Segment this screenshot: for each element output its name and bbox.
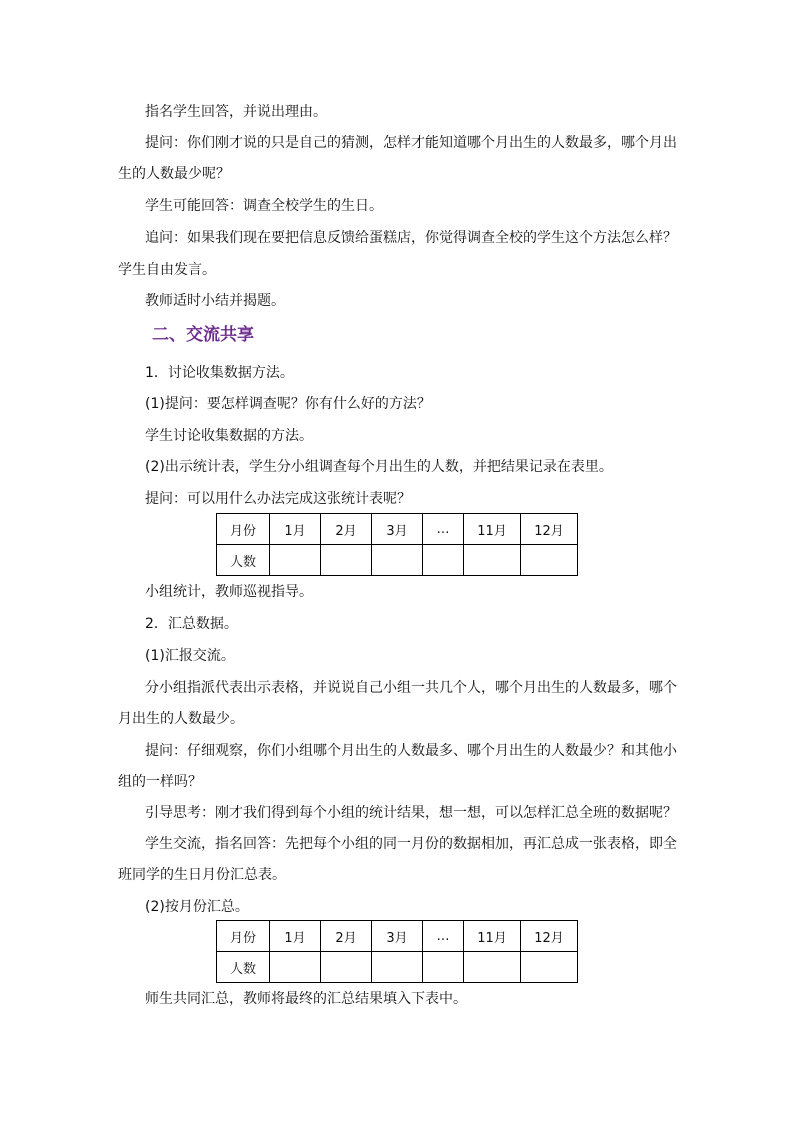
table-header-cell: 11月	[464, 921, 521, 952]
table-cell	[464, 545, 521, 576]
table-row-label: 人数	[217, 952, 270, 983]
table-cell	[521, 545, 578, 576]
step-title: 2．汇总数据。	[145, 616, 238, 632]
paragraph: 小组统计，教师巡视指导。	[145, 584, 313, 600]
paragraph: 教师适时小结并揭题。	[145, 293, 285, 309]
section-heading: 二、交流共享	[152, 325, 254, 345]
table-header-cell: 1月	[270, 921, 321, 952]
paragraph: (1)汇报交流。	[145, 648, 235, 664]
statistics-table	[216, 513, 578, 576]
table-cell	[423, 952, 464, 983]
table-header-cell: 3月	[372, 514, 423, 545]
table-header-cell: 月份	[217, 514, 270, 545]
table-cell	[521, 952, 578, 983]
paragraph: 班同学的生日月份汇总表。	[118, 867, 286, 883]
paragraph: 月出生的人数最少。	[118, 711, 244, 727]
paragraph: 学生交流，指名回答：先把每个小组的同一月份的数据相加，再汇总成一张表格，即全	[145, 836, 677, 852]
paragraph: 提问：仔细观察，你们小组哪个月出生的人数最多、哪个月出生的人数最少？和其他小	[145, 743, 677, 759]
table-header-cell: …	[423, 921, 464, 952]
paragraph: 学生可能回答：调查全校学生的生日。	[145, 198, 383, 214]
table-row	[217, 921, 578, 952]
paragraph: (2)出示统计表，学生分小组调查每个月出生的人数，并把结果记录在表里。	[145, 459, 613, 475]
table-header-cell: 月份	[217, 921, 270, 952]
paragraph: (2)按月份汇总。	[145, 899, 249, 915]
table-cell	[321, 952, 372, 983]
summary-table	[216, 920, 578, 983]
paragraph: 分小组指派代表出示表格，并说说自己小组一共几个人，哪个月出生的人数最多，哪个	[145, 680, 677, 696]
paragraph: (1)提问：要怎样调查呢？你有什么好的方法？	[145, 396, 431, 412]
paragraph: 学生自由发言。	[118, 262, 216, 278]
table-cell	[423, 545, 464, 576]
table-header-cell: 2月	[321, 514, 372, 545]
table-header-cell: 12月	[521, 921, 578, 952]
table-row	[217, 514, 578, 545]
table-header-cell: 2月	[321, 921, 372, 952]
paragraph: 学生讨论收集数据的方法。	[145, 428, 313, 444]
table-cell	[464, 952, 521, 983]
table-cell	[270, 952, 321, 983]
paragraph: 提问：可以用什么办法完成这张统计表呢？	[145, 491, 411, 507]
table-row	[217, 545, 578, 576]
table-cell	[321, 545, 372, 576]
paragraph: 指名学生回答，并说出理由。	[145, 104, 327, 120]
table-cell	[372, 952, 423, 983]
step-title: 1．讨论收集数据方法。	[145, 365, 294, 381]
paragraph: 师生共同汇总，教师将最终的汇总结果填入下表中。	[145, 991, 467, 1007]
table-header-cell: 11月	[464, 514, 521, 545]
table-header-cell: 12月	[521, 514, 578, 545]
table-cell	[372, 545, 423, 576]
table-header-cell: 1月	[270, 514, 321, 545]
paragraph: 组的一样吗？	[118, 774, 202, 790]
table-header-cell: 3月	[372, 921, 423, 952]
paragraph: 生的人数最少呢？	[118, 166, 230, 182]
table-row-label: 人数	[217, 545, 270, 576]
paragraph: 提问：你们刚才说的只是自己的猜测，怎样才能知道哪个月出生的人数最多，哪个月出	[145, 135, 677, 151]
table-cell	[270, 545, 321, 576]
paragraph: 追问：如果我们现在要把信息反馈给蛋糕店，你觉得调查全校的学生这个方法怎么样？	[145, 230, 677, 246]
table-header-cell: …	[423, 514, 464, 545]
table-row	[217, 952, 578, 983]
paragraph: 引导思考：刚才我们得到每个小组的统计结果，想一想，可以怎样汇总全班的数据呢？	[145, 805, 677, 821]
